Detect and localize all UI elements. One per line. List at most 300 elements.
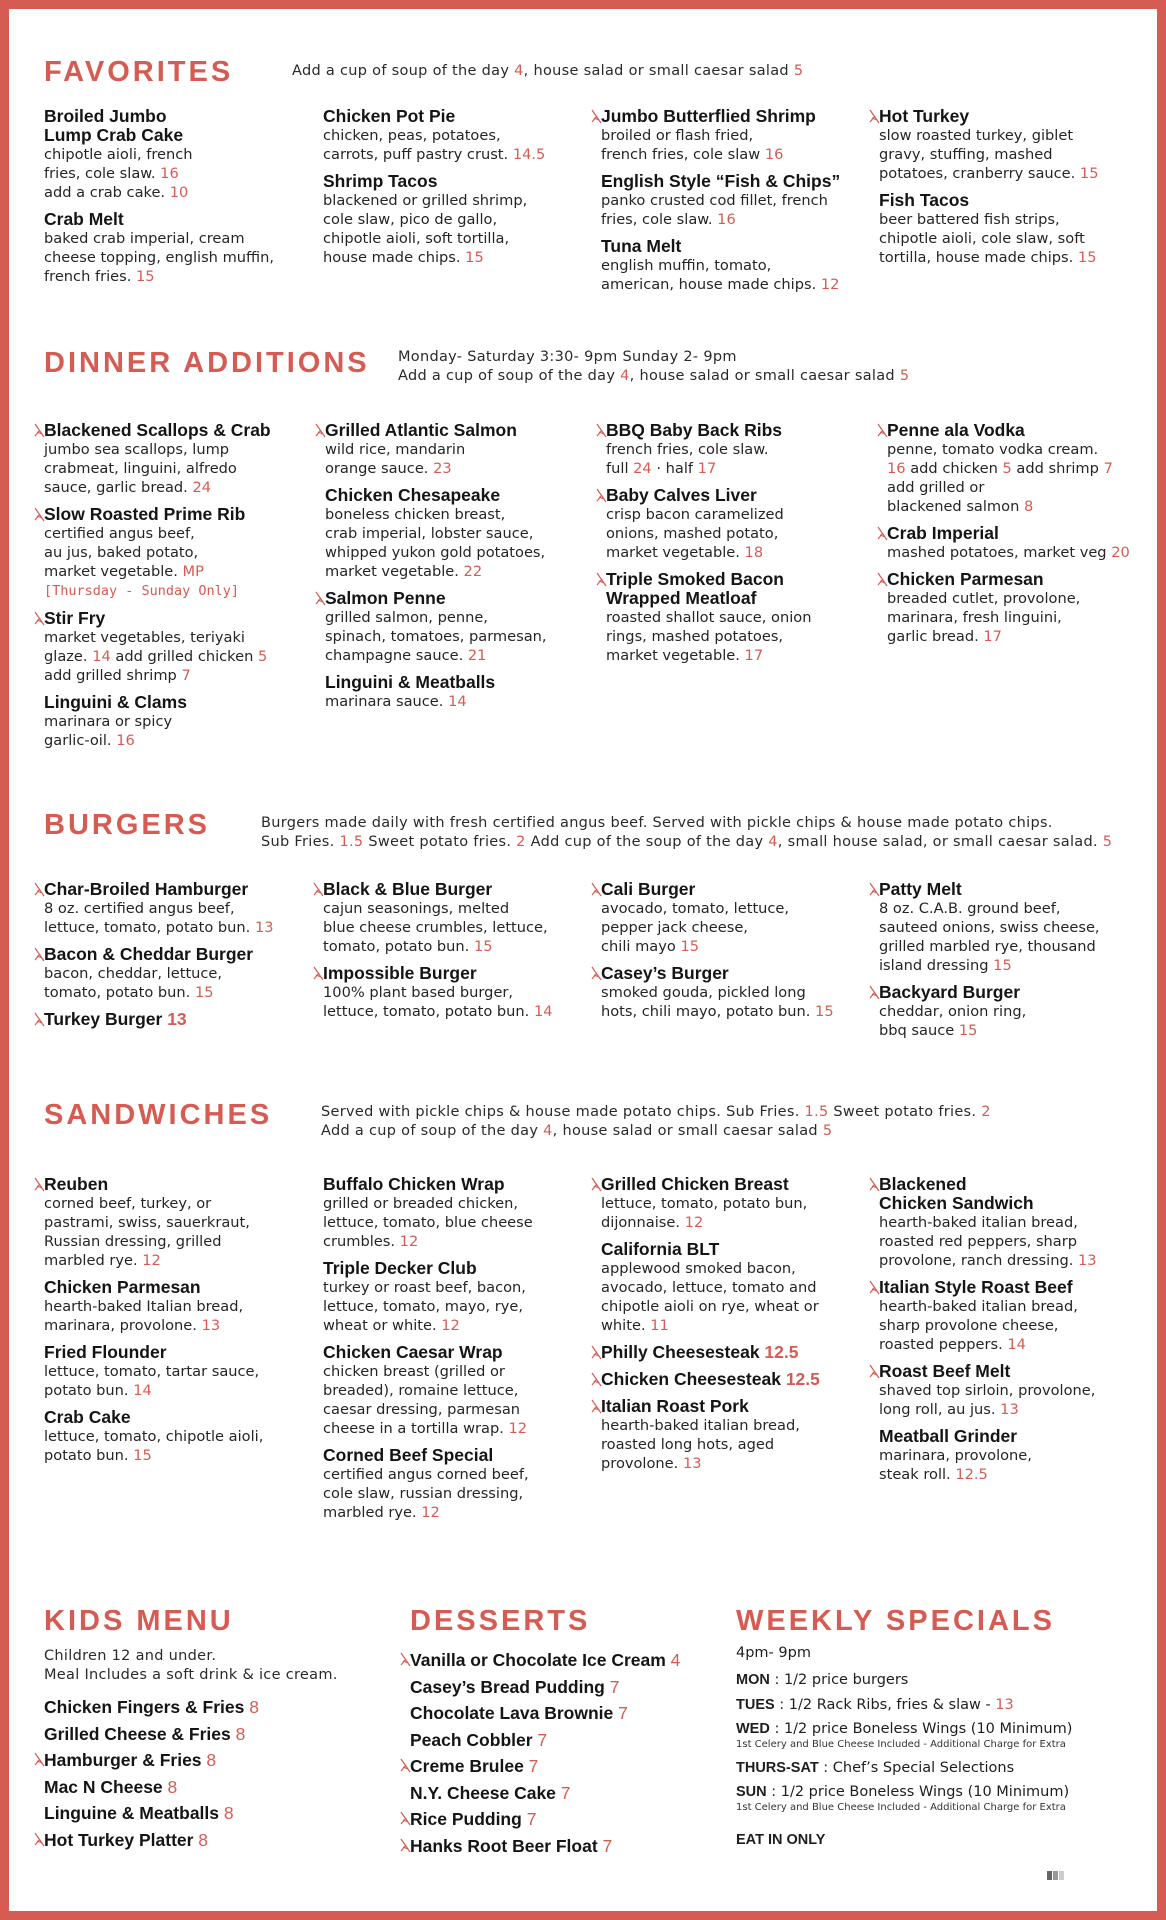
item-desc-text: cajun seasonings, melted blue cheese crumbles, lettuce, tomato, potato bun. xyxy=(323,900,548,955)
item-name-text: Turkey Burger xyxy=(44,1009,168,1029)
red-check-mark-icon xyxy=(869,1176,883,1194)
item-description xyxy=(323,1278,588,1335)
item-name xyxy=(879,191,1144,210)
item-name-text: Linguine & Meatballs xyxy=(44,1803,224,1823)
red-check-mark-icon xyxy=(596,571,610,589)
item-name-text: Creme Brulee xyxy=(410,1756,529,1776)
red-check-mark-icon xyxy=(34,1831,48,1849)
item-desc-text: marinara sauce. xyxy=(325,693,449,710)
dinner-column xyxy=(606,421,871,673)
item-name-text: Chicken Parmesan xyxy=(44,1277,201,1297)
weekly-tues: TUES : 1/2 Rack Ribs, fries & slaw - 13 xyxy=(736,1697,1014,1713)
item-name-text: Crab Cake xyxy=(44,1407,131,1427)
item-price: 15 xyxy=(958,1022,978,1039)
item-price: 8 xyxy=(198,1829,209,1850)
item-name-text: Slow Roasted Prime Rib xyxy=(44,504,246,524)
list-item xyxy=(410,1783,680,1804)
item-price: 16 xyxy=(160,165,179,182)
item-price: 12 xyxy=(441,1317,460,1334)
item-desc-text: hearth-baked italian bread, roasted long hots, aged provolone. xyxy=(601,1417,800,1472)
weekly-wed-fine: 1st Celery and Blue Cheese Included - Additional Charge for Extra xyxy=(736,1739,1066,1750)
item-desc-text: blackened or grilled shrimp, cole slaw, pico de gallo, chipotle aioli, soft tortilla, house made chips. xyxy=(323,192,528,266)
item-name-text: Roast Beef Melt xyxy=(879,1361,1011,1381)
item-name xyxy=(44,1278,309,1297)
item-desc-text: penne, tomato vodka cream. xyxy=(887,441,1099,458)
item-price: 13 xyxy=(682,1455,702,1472)
item-price: 14 xyxy=(133,1382,152,1399)
weekly-sun: SUN : 1/2 price Boneless Wings (10 Minimum) xyxy=(736,1784,1070,1800)
menu-item xyxy=(601,1240,866,1335)
item-price: 14 xyxy=(533,1003,553,1020)
item-price: 12.5 xyxy=(764,1342,799,1362)
item-price: 15 xyxy=(815,1003,834,1020)
item-description xyxy=(323,899,588,956)
menu-item xyxy=(879,1362,1144,1419)
item-desc-text: lettuce, tomato, potato bun, dijonnaise. xyxy=(601,1195,808,1231)
favorites-note: Add a cup of soup of the day 4, house salad or small caesar salad 5 xyxy=(292,63,804,79)
item-price: 15 xyxy=(465,249,484,266)
red-check-mark-icon xyxy=(869,984,883,1002)
item-description xyxy=(879,1297,1144,1354)
item-name-text: Blackened Scallops & Crab xyxy=(44,420,271,440)
item-price: 7 xyxy=(537,1729,548,1750)
red-check-mark-icon xyxy=(591,881,605,899)
item-name xyxy=(44,421,309,440)
item-name xyxy=(601,1397,866,1416)
item-desc-text: 8 oz. C.A.B. ground beef, sauteed onions, swiss cheese, grilled marbled rye, thousand island dressing xyxy=(879,900,1100,974)
item-description xyxy=(44,712,309,750)
red-check-mark-icon xyxy=(34,946,48,964)
item-name-text: Grilled Atlantic Salmon xyxy=(325,420,517,440)
list-item xyxy=(410,1677,680,1698)
weekly-sun-fine: 1st Celery and Blue Cheese Included - Additional Charge for Extra xyxy=(736,1802,1066,1813)
item-name xyxy=(44,880,309,899)
item-availability-note: [Thursday - Sunday Only] xyxy=(44,583,240,599)
item-name xyxy=(410,1677,680,1698)
dinner-column xyxy=(887,421,1152,654)
item-desc-text: add grilled or blackened salmon xyxy=(887,479,1020,515)
item-name xyxy=(44,505,309,524)
red-check-mark-icon xyxy=(877,525,891,543)
item-name xyxy=(44,945,309,964)
item-name xyxy=(410,1783,680,1804)
item-price: 14 xyxy=(1007,1336,1026,1353)
item-price: 18 xyxy=(744,544,764,561)
menu-item xyxy=(44,1175,309,1270)
item-desc-text: lettuce, tomato, chipotle aioli, potato bun. xyxy=(44,1428,264,1464)
item-name xyxy=(879,983,1144,1002)
item-price: 8 xyxy=(1023,498,1034,515)
item-name xyxy=(44,1010,309,1029)
item-name-text: Shrimp Tacos xyxy=(323,171,438,191)
item-description xyxy=(44,899,309,937)
menu-item xyxy=(879,107,1144,183)
item-name-text: Bacon & Cheddar Burger xyxy=(44,944,254,964)
red-check-mark-icon xyxy=(400,1651,414,1669)
item-description xyxy=(325,505,590,581)
red-check-mark-icon xyxy=(34,422,48,440)
item-price: 15 xyxy=(136,268,155,285)
item-price: 7 xyxy=(618,1703,628,1723)
item-price: 14.5 xyxy=(512,146,546,163)
item-price: 12 xyxy=(421,1504,440,1521)
menu-item xyxy=(323,1343,588,1438)
sandwiches-column xyxy=(323,1175,588,1530)
item-name-text: Stir Fry xyxy=(44,608,106,628)
dinner-note: Monday- Saturday 3:30- 9pm Sunday 2- 9pm Add a cup of soup of the day 4, house salad or small caesar salad 5 xyxy=(398,349,910,384)
item-desc-text: hearth-baked Italian bread, marinara, provolone. xyxy=(44,1298,244,1334)
menu-item xyxy=(887,524,1152,562)
kids-list xyxy=(44,1697,259,1856)
item-description xyxy=(325,440,590,478)
item-description xyxy=(44,1362,309,1400)
item-desc-text: french fries, cole slaw. full xyxy=(606,441,769,477)
red-check-mark-icon xyxy=(34,506,48,524)
red-check-mark-icon xyxy=(591,1176,605,1194)
menu-item xyxy=(601,964,866,1021)
item-desc-text: corned beef, turkey, or pastrami, swiss, sauerkraut, Russian dressing, grilled marbled rye. xyxy=(44,1195,250,1269)
item-name xyxy=(410,1730,680,1751)
sandwiches-column xyxy=(879,1175,1144,1492)
item-description xyxy=(44,145,309,202)
item-name xyxy=(601,1240,866,1259)
item-name-text: Hot Turkey xyxy=(879,106,970,126)
red-check-mark-icon xyxy=(34,1176,48,1194)
item-name xyxy=(44,1803,259,1824)
burgers-column xyxy=(879,880,1144,1048)
item-description xyxy=(44,1194,309,1270)
item-price: 15 xyxy=(194,984,214,1001)
favorites-column xyxy=(44,107,309,294)
item-name xyxy=(601,1370,866,1389)
menu-item xyxy=(323,1175,588,1251)
item-name-text: Impossible Burger xyxy=(323,963,477,983)
burgers-column xyxy=(323,880,588,1029)
item-desc-text: slow roasted turkey, giblet gravy, stuffing, mashed potatoes, cranberry sauce. xyxy=(879,127,1076,182)
menu-item xyxy=(323,964,588,1021)
item-name-text: Triple Smoked Bacon Wrapped Meatloaf xyxy=(606,569,784,608)
item-desc-text: wild rice, mandarin orange sauce. xyxy=(325,441,466,477)
item-price: 13 xyxy=(254,919,274,936)
item-name xyxy=(606,486,871,505)
red-check-mark-icon xyxy=(400,1757,414,1775)
red-check-mark-icon xyxy=(596,487,610,505)
menu-item xyxy=(323,880,588,956)
item-price: 12 xyxy=(142,1252,161,1269)
menu-item xyxy=(879,1427,1144,1484)
item-price: 7 xyxy=(602,1835,613,1856)
item-description xyxy=(601,256,866,294)
item-price: 16 xyxy=(717,211,736,228)
item-desc-text: mashed potatoes, market veg xyxy=(887,544,1112,561)
red-check-mark-icon xyxy=(34,1751,48,1769)
item-name-text: Salmon Penne xyxy=(325,588,446,608)
item-name xyxy=(44,1750,259,1771)
item-description xyxy=(44,1297,309,1335)
list-item xyxy=(44,1777,259,1798)
menu-item xyxy=(44,693,309,750)
list-item xyxy=(410,1703,680,1724)
item-price: 16 xyxy=(764,146,784,163)
kids-title: KIDS MENU xyxy=(44,1605,234,1637)
item-price: 24 xyxy=(633,460,652,477)
item-name xyxy=(44,609,309,628)
item-name-text: Casey’s Bread Pudding xyxy=(410,1676,610,1697)
item-desc-text: avocado, tomato, lettuce, pepper jack cheese, chili mayo xyxy=(601,900,790,955)
menu-item xyxy=(601,107,866,164)
item-name xyxy=(323,1343,588,1362)
item-description xyxy=(601,191,866,229)
red-check-mark-icon xyxy=(315,422,329,440)
item-name xyxy=(879,107,1144,126)
list-item xyxy=(410,1836,680,1857)
item-name xyxy=(410,1756,680,1777)
item-desc-text: hearth-baked italian bread, sharp provolone cheese, roasted peppers. xyxy=(879,1298,1078,1353)
item-price: 7 xyxy=(609,1676,620,1697)
item-name-text: Linguini & Meatballs xyxy=(325,672,496,692)
item-name-text: N.Y. Cheese Cake xyxy=(410,1782,561,1803)
item-description xyxy=(879,899,1144,975)
item-description xyxy=(323,983,588,1021)
menu-item xyxy=(44,880,309,937)
item-description xyxy=(601,126,866,164)
item-price: 16 xyxy=(887,460,906,477)
item-description xyxy=(601,1416,866,1473)
burgers-title: BURGERS xyxy=(44,809,211,841)
item-name xyxy=(879,1362,1144,1381)
item-name-text: BBQ Baby Back Ribs xyxy=(606,420,783,440)
item-description xyxy=(879,1446,1144,1484)
item-price: 13 xyxy=(1078,1252,1097,1269)
item-desc-text: breaded cutlet, provolone, marinara, fresh linguini, garlic bread. xyxy=(887,590,1081,645)
item-name-text: Crab Melt xyxy=(44,209,124,229)
item-name xyxy=(879,1175,1144,1213)
item-name-text: Rice Pudding xyxy=(410,1809,527,1829)
item-description xyxy=(601,899,866,956)
item-desc-text: applewood smoked bacon, avocado, lettuce, tomato and chipotle aioli on rye, wheat or white. xyxy=(601,1260,819,1334)
sandwiches-column xyxy=(44,1175,309,1473)
item-description xyxy=(44,964,309,1002)
sandwiches-note: Served with pickle chips & house made potato chips. Sub Fries. 1.5 Sweet potato fries. 2 Add a cup of soup of the day 4, house salad or small caesar salad 5 xyxy=(321,1104,991,1139)
burgers-column xyxy=(601,880,866,1029)
item-name xyxy=(44,1777,259,1798)
item-name-text: Chocolate Lava Brownie xyxy=(410,1703,619,1723)
burgers-column xyxy=(44,880,309,1037)
menu-item xyxy=(323,1446,588,1522)
menu-item xyxy=(601,1175,866,1232)
item-price: 7 xyxy=(1103,460,1113,477)
item-description xyxy=(44,524,309,601)
item-name xyxy=(601,964,866,983)
list-item xyxy=(410,1809,680,1830)
item-name xyxy=(325,589,590,608)
red-check-mark-icon xyxy=(591,1371,605,1389)
item-name-text: Crab Imperial xyxy=(887,523,999,543)
item-name xyxy=(887,570,1152,589)
menu-item xyxy=(44,945,309,1002)
favorites-column xyxy=(879,107,1144,275)
item-description xyxy=(887,440,1152,516)
menu-item xyxy=(325,589,590,665)
item-name-text: Chicken Fingers & Fries xyxy=(44,1697,250,1717)
item-description xyxy=(606,608,871,665)
item-price: 8 xyxy=(206,1750,217,1770)
menu-item xyxy=(44,1408,309,1465)
menu-item xyxy=(606,486,871,562)
item-description xyxy=(323,191,588,267)
item-description xyxy=(887,589,1152,646)
item-price: 7 xyxy=(526,1809,537,1829)
red-check-mark-icon xyxy=(877,422,891,440)
item-desc-text: add chicken xyxy=(905,460,1003,477)
item-price: 4 xyxy=(670,1650,681,1670)
item-name xyxy=(606,570,871,608)
item-price: 15 xyxy=(1077,249,1097,266)
desserts-title: DESSERTS xyxy=(410,1605,591,1637)
item-name xyxy=(410,1809,680,1830)
item-name xyxy=(410,1836,680,1857)
item-price: 23 xyxy=(433,460,452,477)
red-check-mark-icon xyxy=(869,1279,883,1297)
list-item xyxy=(44,1724,259,1745)
item-name xyxy=(410,1650,680,1671)
menu-item xyxy=(606,570,871,665)
menu-item xyxy=(325,421,590,478)
item-name-text: Philly Cheesesteak xyxy=(601,1342,765,1362)
menu-item xyxy=(44,505,309,601)
item-name-text: Italian Roast Pork xyxy=(601,1396,749,1416)
item-name xyxy=(44,1724,259,1745)
list-item xyxy=(44,1803,259,1824)
item-name-text: California BLT xyxy=(601,1239,720,1259)
item-description xyxy=(601,1194,866,1232)
item-desc-text: marinara, provolone, steak roll. xyxy=(879,1447,1032,1483)
weekly-thurs: THURS-SAT : Chef’s Special Selections xyxy=(736,1760,1015,1776)
menu-item xyxy=(879,983,1144,1040)
item-price: 8 xyxy=(167,1776,178,1797)
sandwiches-title: SANDWICHES xyxy=(44,1099,273,1131)
item-description xyxy=(325,692,590,711)
menu-item xyxy=(44,1278,309,1335)
item-name-text: Linguini & Clams xyxy=(44,692,187,712)
item-desc-text: certified angus beef, au jus, baked potato, market vegetable. xyxy=(44,525,199,580)
item-name-text: Patty Melt xyxy=(879,879,962,899)
item-price: 12.5 xyxy=(955,1466,988,1483)
item-name-text: Backyard Burger xyxy=(879,982,1021,1002)
item-price: 12 xyxy=(820,276,840,293)
item-desc-text: add grilled shrimp xyxy=(44,667,177,684)
item-desc-text: 8 oz. certified angus beef, lettuce, tomato, potato bun. xyxy=(44,900,251,936)
item-description xyxy=(44,628,309,685)
item-desc-text: market vegetables, teriyaki glaze. xyxy=(44,629,245,665)
menu-item xyxy=(601,237,866,294)
item-price: 5 xyxy=(1002,460,1012,477)
item-name xyxy=(601,1343,866,1362)
item-name-text: English Style “Fish & Chips” xyxy=(601,171,841,191)
menu-item xyxy=(601,1397,866,1473)
item-name xyxy=(601,1175,866,1194)
item-name xyxy=(44,693,309,712)
dinner-title: DINNER ADDITIONS xyxy=(44,347,370,379)
item-name xyxy=(601,107,866,126)
item-name-text: Peach Cobbler xyxy=(410,1729,538,1750)
item-price: 12 xyxy=(684,1214,704,1231)
item-desc-text: panko crusted cod fillet, french fries, cole slaw. xyxy=(601,192,828,228)
item-desc-text: jumbo sea scallops, lump crabmeat, linguini, alfredo sauce, garlic bread. xyxy=(44,441,237,496)
item-name-text: Fish Tacos xyxy=(879,190,970,210)
item-description xyxy=(325,608,590,665)
favorites-title: FAVORITES xyxy=(44,56,234,88)
weekly-list xyxy=(736,1644,1136,1850)
item-desc-text: beer battered fish strips, chipotle aioli, cole slaw, soft tortilla, house made chips. xyxy=(879,211,1085,266)
item-desc-text: add shrimp xyxy=(1011,460,1104,477)
item-price: 8 xyxy=(235,1723,246,1744)
red-check-mark-icon xyxy=(34,881,48,899)
item-name xyxy=(323,964,588,983)
item-name xyxy=(44,1408,309,1427)
item-name xyxy=(44,1175,309,1194)
item-description xyxy=(323,126,588,164)
menu-item xyxy=(44,609,309,685)
item-name-text: Corned Beef Special xyxy=(323,1445,494,1465)
favorites-column xyxy=(323,107,588,275)
item-description xyxy=(887,543,1152,562)
item-name xyxy=(323,1446,588,1465)
item-name-text: Baby Calves Liver xyxy=(606,485,757,505)
item-price: 14 xyxy=(448,693,467,710)
item-desc-text: baked crab imperial, cream cheese topping, english muffin, french fries. xyxy=(44,230,275,285)
menu-item xyxy=(879,191,1144,267)
item-name xyxy=(325,421,590,440)
item-price: MP xyxy=(182,563,204,580)
item-desc-text: boneless chicken breast, crab imperial, lobster sauce, whipped yukon gold potatoes, market vegetable. xyxy=(325,506,546,580)
red-check-mark-icon xyxy=(596,422,610,440)
item-description xyxy=(601,983,866,1021)
red-check-mark-icon xyxy=(869,1363,883,1381)
item-desc-text: certified angus corned beef, cole slaw, russian dressing, marbled rye. xyxy=(323,1466,529,1521)
item-price: 15 xyxy=(133,1447,152,1464)
item-desc-text: chicken breast (grilled or breaded), romaine lettuce, caesar dressing, parmesan cheese in a tortilla wrap. xyxy=(323,1363,521,1437)
red-check-mark-icon xyxy=(591,1398,605,1416)
list-item xyxy=(410,1756,680,1777)
item-name-text: Italian Style Roast Beef xyxy=(879,1277,1073,1297)
item-price: 14 xyxy=(92,648,111,665)
item-price: 20 xyxy=(1111,544,1130,561)
item-description xyxy=(879,210,1144,267)
list-item xyxy=(410,1730,680,1751)
item-name-text: Triple Decker Club xyxy=(323,1258,477,1278)
weekly-wed: WED : 1/2 price Boneless Wings (10 Minimum) xyxy=(736,1721,1073,1737)
item-description xyxy=(44,440,309,497)
item-price: 13 xyxy=(201,1317,221,1334)
item-price: 12 xyxy=(508,1420,528,1437)
item-desc-text: crisp bacon caramelized onions, mashed potato, market vegetable. xyxy=(606,506,784,561)
item-name xyxy=(323,880,588,899)
item-name xyxy=(325,486,590,505)
item-description xyxy=(879,1213,1144,1270)
list-item xyxy=(410,1650,680,1671)
menu-item xyxy=(44,210,309,286)
item-price: 17 xyxy=(744,647,764,664)
menu-item xyxy=(44,1010,309,1029)
red-check-mark-icon xyxy=(877,571,891,589)
red-check-mark-icon xyxy=(591,108,605,126)
dinner-column xyxy=(325,421,590,719)
item-name xyxy=(44,210,309,229)
item-name xyxy=(601,237,866,256)
item-name-text: Hamburger & Fries xyxy=(44,1750,207,1770)
menu-item xyxy=(879,880,1144,975)
